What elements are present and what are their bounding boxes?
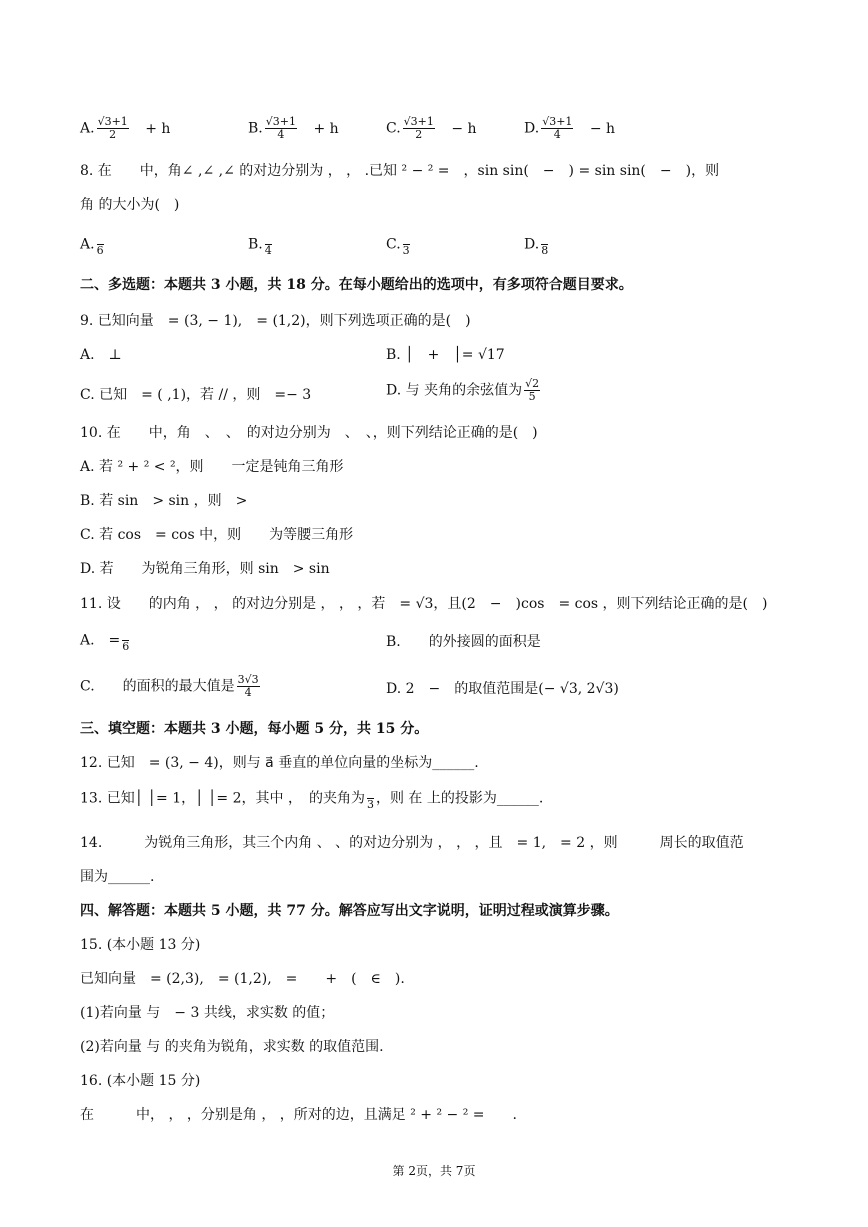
q7-option-c: C. $\frac{√3+1}{2}$ − h [386, 115, 477, 141]
q9-option-a: A. ⊥ [80, 347, 122, 363]
q11-option-d: D. 2 − 的取值范围是(− √3, 2√3) [386, 681, 619, 697]
q8-stem-line1: 8. 在 中，角∠ ,∠ ,∠ 的对边分别为 ， ， .已知 ² − ² = ，sin sin( − ) = sin sin( − )，则 [80, 163, 720, 179]
q14-stem-line1: 14. 为锐角三角形，其三个内角 、 、的对边分别为 ， ， ，且 = 1, = 2 ，则 周长的取值范 [80, 835, 744, 851]
q7-option-a: A. $\frac{√3+1}{2}$ + h [80, 115, 171, 141]
q8-option-c: C. 3 [386, 232, 412, 257]
q11-option-b: B. 的外接圆的面积是 [386, 634, 541, 650]
q10-option-d: D. 若 为锐角三角形，则 sin > sin [80, 561, 330, 577]
q8-option-d: D. 8 [524, 232, 550, 257]
section-3-heading: 三、填空题：本题共 3 小题，每小题 5 分，共 15 分。 [80, 721, 429, 737]
section-2-heading: 二、多选题：本题共 3 小题，共 18 分。在每小题给出的选项中，有多项符合题目要求。 [80, 277, 633, 293]
q8-option-a: A. 6 [80, 232, 106, 257]
section-4-heading: 四、解答题：本题共 5 小题，共 77 分。解答应写出文字说明，证明过程或演算步骤。 [80, 903, 619, 919]
q9-option-c: C. 已知 = ( ,1)，若 // ，则 =− 3 [80, 387, 312, 403]
q8-option-b: B. 4 [248, 232, 274, 257]
q7-option-d: D. $\frac{√3+1}{4}$ − h [524, 115, 616, 141]
page-footer: 第 2页，共 7页 [392, 1164, 476, 1178]
q15-heading: 15. (本小题 13 分) [80, 937, 201, 953]
q14-stem-line2: 围为______. [80, 869, 155, 885]
q11-stem: 11. 设 的内角 ， ， 的对边分别是 ， ， ，若 = √3，且(2 − )cos = cos ，则下列结论正确的是( ) [80, 596, 768, 612]
q9-stem: 9. 已知向量 = (3, − 1), = (1,2)，则下列选项正确的是( ) [80, 313, 471, 329]
q16-heading: 16. (本小题 15 分) [80, 1073, 201, 1089]
q7-option-b: B. $\frac{√3+1}{4}$ + h [248, 115, 339, 141]
q15-part-1: (1)若向量 与 − 3 共线，求实数 的值； [80, 1005, 335, 1021]
q10-stem: 10. 在 中，角 、 、 的对边分别为 、 、，则下列结论正确的是( ) [80, 425, 538, 441]
q12-stem: 12. 已知 = (3, − 4)，则与 a⃗ 垂直的单位向量的坐标为______. [80, 755, 479, 771]
q8-stem-line2: 角 的大小为( ) [80, 197, 180, 213]
q10-option-b: B. 若 sin > sin ，则 > [80, 493, 248, 509]
q15-part-2: (2)若向量 与 的夹角为锐角，求实数 的取值范围. [80, 1039, 384, 1055]
q15-stem: 已知向量 = (2,3), = (1,2), = + ( ∈ ). [80, 971, 405, 987]
q11-option-a: A. = 6 [80, 628, 131, 653]
q9-option-b: B. │ + │= √17 [386, 347, 505, 363]
q13-stem: 13. 已知│ │= 1，│ │= 2，其中 ， 的夹角为 3 ，则 在 上的投影为______. [80, 786, 543, 811]
q10-option-a: A. 若 ² + ² < ²，则 一定是钝角三角形 [80, 459, 344, 475]
q10-option-c: C. 若 cos = cos 中，则 为等腰三角形 [80, 527, 354, 543]
q16-stem: 在 中， ， ，分别是角 ， ，所对的边，且满足 ² + ² − ² = . [80, 1107, 517, 1123]
q11-option-c: C. 的面积的最大值是 $\frac{3√3}{4}$ [80, 673, 259, 699]
q9-option-d: D. 与 夹角的余弦值为 $\frac{√2}{5}$ [386, 377, 540, 403]
